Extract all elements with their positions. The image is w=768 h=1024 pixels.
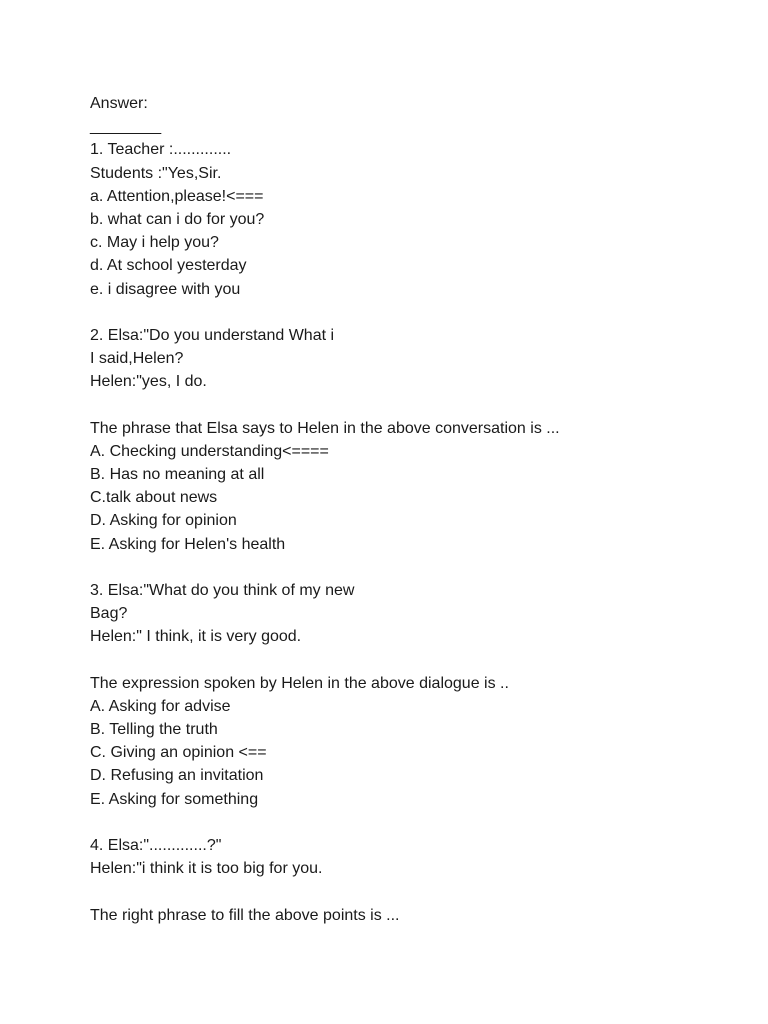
question-1-option-d: d. At school yesterday [90, 257, 247, 275]
question-4 [90, 834, 730, 927]
question-3-option-d: D. Refusing an invitation [90, 767, 264, 785]
question-4-dialogue-line: Helen:"i think it is too big for you. [90, 860, 323, 878]
answer-heading: Answer: [90, 95, 148, 112]
question-2-option-a: A. Checking understanding<==== [90, 442, 329, 460]
question-3-dialogue-line: 3. Elsa:"What do you think of my new [90, 581, 355, 599]
question-3-option-b: B. Telling the truth [90, 721, 218, 739]
question-1-prompt: 1. Teacher :............. [90, 141, 232, 159]
question-1-option-b: b. what can i do for you? [90, 210, 265, 228]
spacer [90, 880, 730, 903]
question-3-question: The expression spoken by Helen in the above dialogue is .. [90, 674, 509, 692]
question-2-option-b: B. Has no meaning at all [90, 466, 265, 483]
question-3-option-c: C. Giving an opinion <== [90, 744, 267, 762]
question-3-option-a: A. Asking for advise [90, 697, 231, 715]
question-2-option-e: E. Asking for Helen's health [90, 535, 286, 553]
question-2-dialogue-line: 2. Elsa:"Do you understand What i [90, 326, 335, 344]
question-3 [90, 579, 730, 811]
spacer [90, 649, 730, 672]
question-2-option-c: C.talk about news [90, 489, 218, 507]
question-2-dialogue-line: I said,Helen? [90, 350, 184, 368]
question-3-dialogue-line: Helen:" I think, it is very good. [90, 628, 302, 646]
question-1-option-c: c. May i help you? [90, 234, 219, 252]
question-2-option-d: D. Asking for opinion [90, 512, 237, 530]
question-4-question: The right phrase to fill the above points is ... [90, 906, 400, 924]
question-3-dialogue-line: Bag? [90, 605, 128, 623]
document-page [90, 92, 730, 927]
spacer [90, 811, 730, 834]
question-1-option-e: e. i disagree with you [90, 280, 241, 298]
spacer [90, 556, 730, 579]
question-2-dialogue-line: Helen:"yes, I do. [90, 373, 207, 391]
answer-underline: ________ [90, 118, 162, 136]
spacer [90, 393, 730, 416]
question-1-option-a: a. Attention,please!<=== [90, 187, 264, 205]
question-2-question: The phrase that Elsa says to Helen in the above conversation is ... [90, 419, 560, 437]
question-2 [90, 324, 730, 556]
question-1-response: Students :"Yes,Sir. [90, 164, 222, 182]
question-4-dialogue-line: 4. Elsa:".............?" [90, 837, 222, 854]
question-1 [90, 138, 730, 300]
question-3-option-e: E. Asking for something [90, 790, 259, 808]
spacer [90, 301, 730, 324]
